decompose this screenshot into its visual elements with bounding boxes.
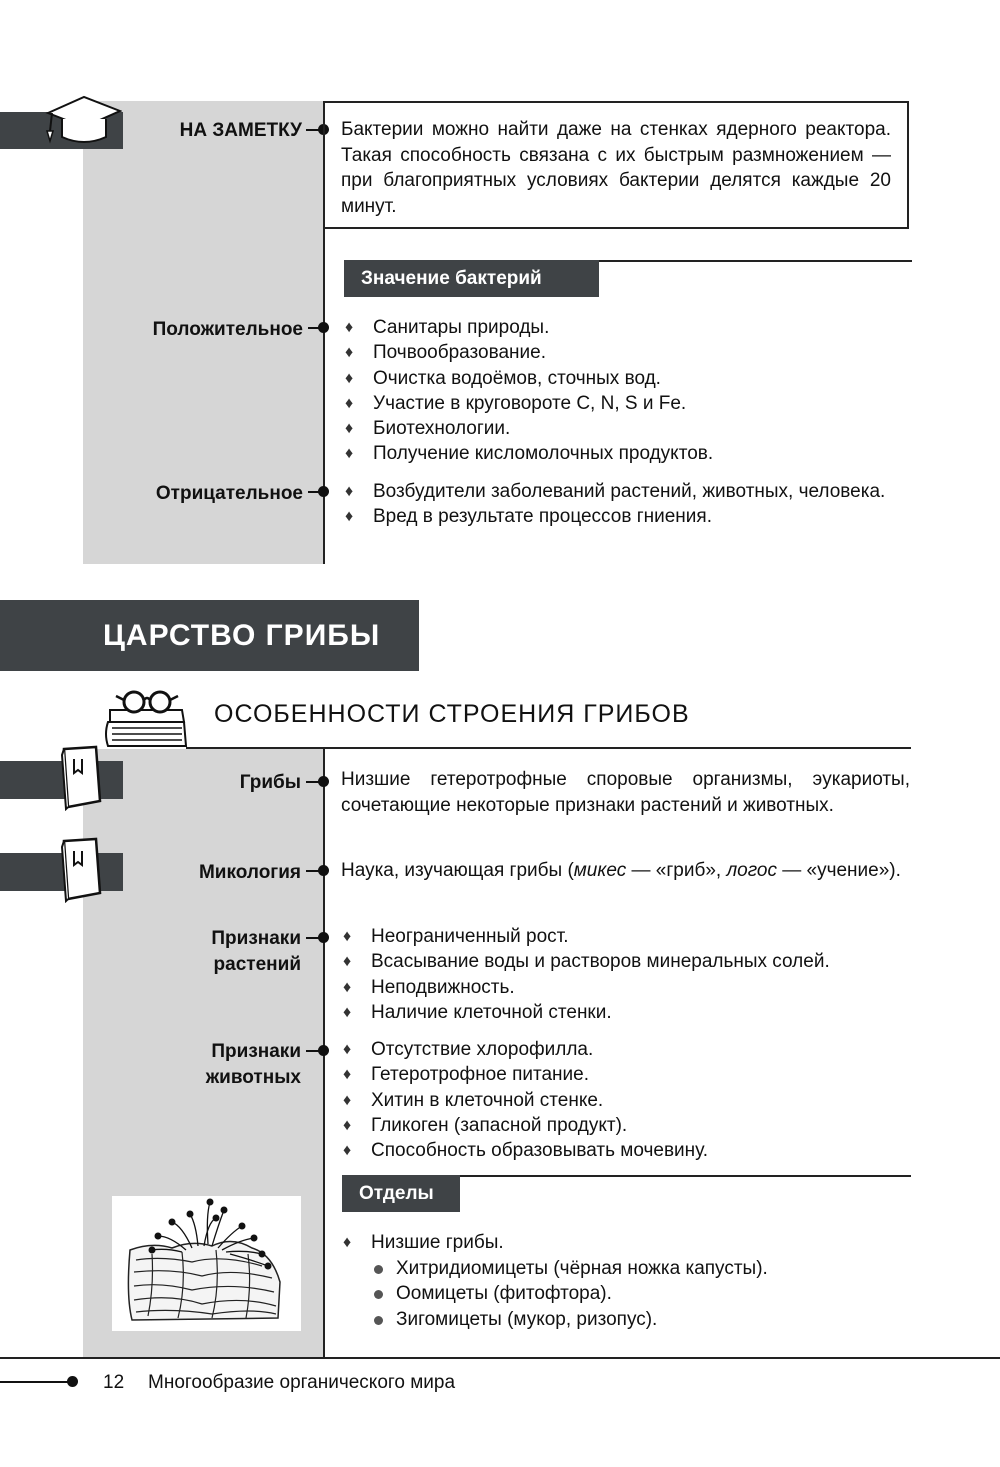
footer-title: Многообразие органического мира [148,1372,456,1393]
diamond-bullet-icon: ♦ [345,445,354,463]
division-item [341,1230,911,1255]
negative-list [343,479,911,530]
round-bullet-icon [374,1265,383,1274]
round-bullet-icon [374,1316,383,1325]
plant-sign-item [341,924,911,949]
mold-fungus-drawing [112,1196,301,1331]
animal-sign-item [341,1037,911,1062]
positive-label: Положительное [152,319,303,340]
book-icon [58,837,104,903]
negative-item [343,504,911,529]
animal-sign-item [341,1138,911,1163]
diamond-bullet-icon: ♦ [343,1041,352,1058]
positive-item-text: Участие в круговороте C, N, S и Fe. [373,392,687,414]
animal-sign-item-text: Гетеротрофное питание. [371,1064,590,1086]
diamond-bullet-icon: ♦ [345,344,354,362]
positive-item [343,441,911,466]
division-subitem-text: Хитридиомицеты (чёрная ножка капусты). [396,1258,768,1279]
mycology-term-logos: логос [726,860,777,881]
diamond-bullet-icon: ♦ [343,1066,352,1084]
glasses-on-book-icon [104,688,188,750]
note-text: Бактерии можно найти даже на стенках ядерного реактора. Такая способность связана с их быстрым размножением — при благоприятных условиях бактерии делятся каждые 20 минут. [341,119,891,217]
kingdom-title: ЦАРСТВО ГРИБЫ [103,619,381,652]
positive-item [343,416,911,441]
positive-item [343,366,911,391]
animal-sign-item-text: Отсутствие хлорофилла. [371,1039,594,1060]
animal-signs-label [120,1039,301,1091]
animal-sign-item-text: Хитин в клеточной стенке. [371,1089,604,1111]
page-number: 12 [103,1372,125,1393]
animal-signs-label-line1: Признаки [211,1041,301,1062]
negative-item [343,479,911,504]
positive-item-text: Биотехнологии. [373,418,511,440]
plant-sign-item-text: Наличие клеточной стенки. [371,1001,612,1023]
plant-signs-label-line2: растений [213,954,301,975]
diamond-bullet-icon: ♦ [343,953,352,971]
positive-item-text: Почвообразование. [373,342,546,364]
plant-sign-item [341,975,911,1000]
diamond-bullet-icon: ♦ [343,1142,352,1160]
mycology-text-end: — «учение»). [776,860,901,881]
positive-list [343,315,911,467]
book-icon [58,745,104,811]
divisions-list [341,1230,911,1255]
diamond-bullet-icon: ♦ [345,483,354,500]
negative-label: Отрицательное [155,483,303,504]
division-subitem [371,1307,911,1332]
note-label: НА ЗАМЕТКУ [179,120,302,141]
positive-item [343,315,911,340]
mycology-label: Микология [198,862,301,883]
diamond-bullet-icon: ♦ [345,508,354,526]
divisions-heading-text: Отделы [359,1183,434,1204]
divisions-heading-rule [460,1175,911,1177]
fungi-connector-dot [318,776,329,787]
diamond-bullet-icon: ♦ [345,394,354,412]
animal-sign-item-text: Гликоген (запасной продукт). [371,1114,628,1136]
divisions-sub-list [371,1256,911,1332]
diamond-bullet-icon: ♦ [343,928,352,945]
animal-signs-label-line2: животных [205,1067,301,1088]
negative-connector-dot [318,486,329,497]
negative-item-text: Вред в результате процессов гниения. [373,506,712,528]
positive-item [343,391,911,416]
fungi-text: Низшие гетеротрофные споровые организмы, эукариоты, сочетающие некоторые признаки растений и животных. [341,769,910,816]
plant-signs-label [120,926,301,978]
positive-item [343,340,911,365]
footer-connector-dot [67,1376,78,1387]
animal-signs-connector-dot [318,1045,329,1056]
divisions-heading [342,1175,460,1212]
animal-sign-item [341,1113,911,1138]
positive-item-text: Санитары природы. [373,317,550,338]
division-item-text: Низшие грибы. [371,1232,504,1253]
graduation-cap-icon [42,95,122,149]
division-subitem-text: Зигомицеты (мукор, ризопус). [396,1308,658,1330]
diamond-bullet-icon: ♦ [343,1091,352,1109]
diamond-bullet-icon: ♦ [343,1003,352,1021]
plant-sign-item [341,949,911,974]
section-title: ОСОБЕННОСТИ СТРОЕНИЯ ГРИБОВ [214,700,690,728]
diamond-bullet-icon: ♦ [345,369,354,387]
mold-fungus-illustration [112,1196,301,1331]
positive-item-text: Очистка водоёмов, сточных вод. [373,367,661,389]
animal-sign-item [341,1062,911,1087]
plant-signs-label-line1: Признаки [211,928,301,949]
diamond-bullet-icon: ♦ [343,978,352,996]
mycology-text-mid: — «гриб», [626,860,727,881]
diamond-bullet-icon: ♦ [345,319,354,336]
diamond-bullet-icon: ♦ [343,1116,352,1134]
plant-sign-item-text: Неподвижность. [371,976,515,998]
mycology-text-start: Наука, изучающая грибы ( [341,860,574,881]
division-subitem [371,1281,911,1306]
plant-signs-connector-dot [318,932,329,943]
bacteria-heading-text: Значение бактерий [361,268,542,289]
mycology-text [341,858,910,884]
bacteria-heading-rule [599,260,912,262]
division-subitem-text: Оомицеты (фитофтора). [396,1283,612,1305]
animal-sign-item-text: Способность образовывать мочевину. [371,1140,709,1162]
mycology-connector-dot [318,865,329,876]
plant-sign-item-text: Неограниченный рост. [371,926,569,947]
fungi-label: Грибы [239,772,301,793]
footer-connector [0,1381,72,1383]
animal-signs-list [341,1037,911,1163]
diamond-bullet-icon: ♦ [345,420,354,438]
plant-sign-item [341,1000,911,1025]
footer-rule [0,1357,1000,1359]
plant-signs-list [341,924,911,1025]
mycology-term-mikes: микес [573,860,627,881]
division-subitem [371,1256,911,1281]
negative-item-text: Возбудители заболеваний растений, животных, человека. [373,481,886,502]
divider-vertical-top [323,229,325,564]
diamond-bullet-icon: ♦ [343,1234,352,1251]
plant-sign-item-text: Всасывание воды и растворов минеральных солей. [371,951,830,973]
positive-connector-dot [318,322,329,333]
positive-item-text: Получение кисломолочных продуктов. [373,443,714,465]
round-bullet-icon [374,1290,383,1299]
animal-sign-item [341,1088,911,1113]
bacteria-heading [344,260,599,297]
